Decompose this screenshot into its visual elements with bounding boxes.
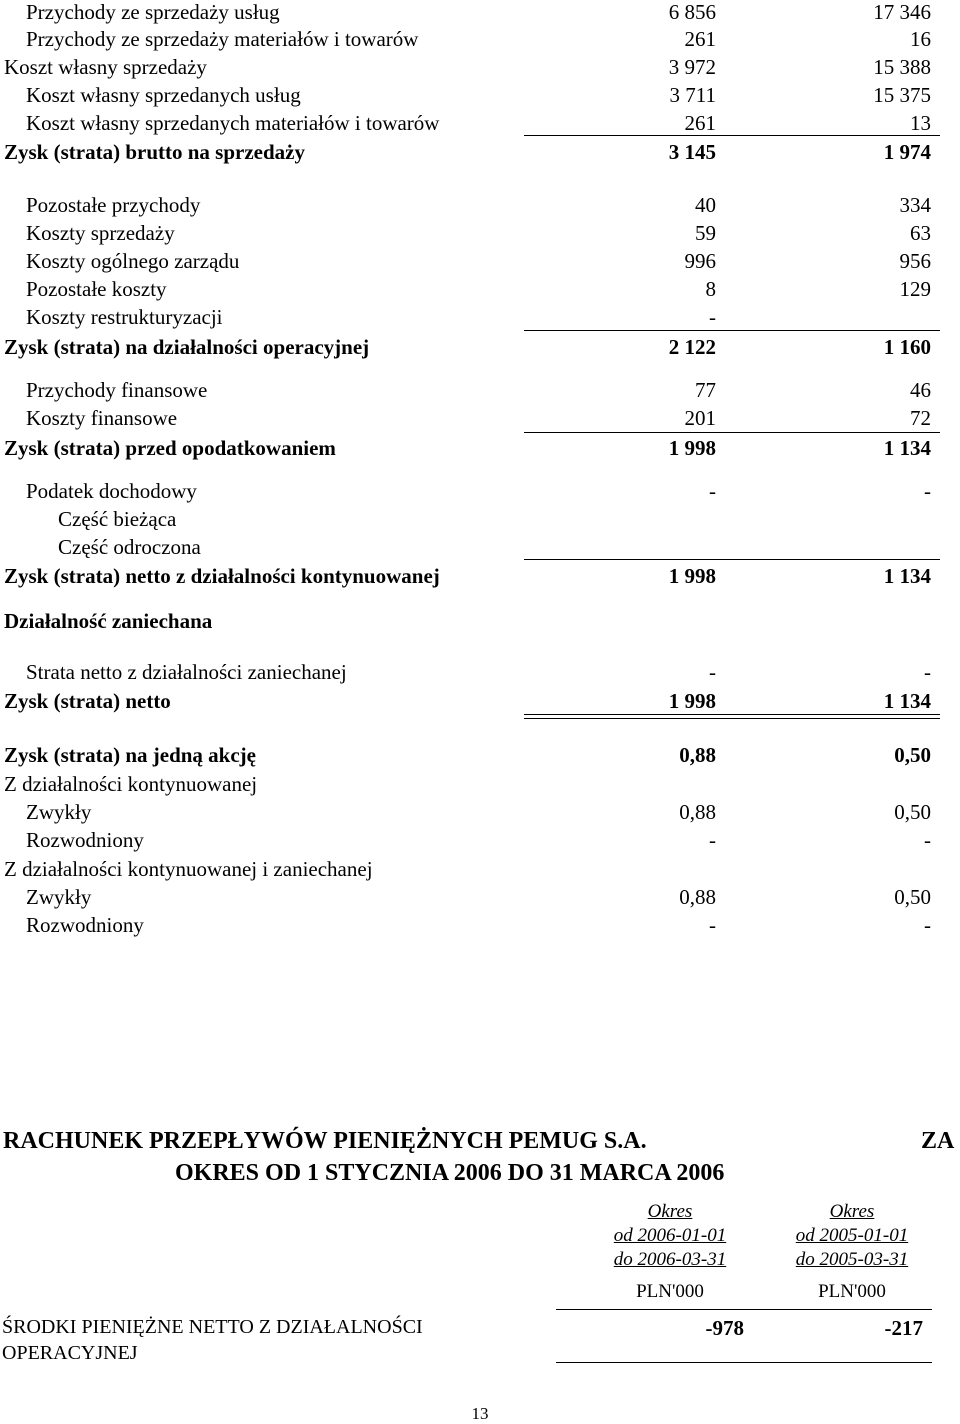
- table-row: [0, 191, 960, 219]
- value-2006: -: [709, 479, 716, 503]
- value-2006: -: [709, 305, 716, 329]
- row-label: Zysk (strata) przed opodatkowaniem: [4, 436, 336, 460]
- period-to: do 2005-03-31: [795, 1249, 909, 1270]
- value-2006: 3 145: [668, 140, 716, 164]
- value-2006: 3 972: [668, 55, 716, 79]
- row-label: Pozostałe koszty: [26, 277, 167, 301]
- table-row: [0, 25, 960, 53]
- row-label: Zysk (strata) na jedną akcję: [4, 743, 256, 767]
- value-2005: 1 134: [883, 564, 931, 588]
- cashflow-bottom-rule: [556, 1362, 932, 1363]
- header-rule: [556, 1309, 932, 1310]
- period-from: od 2006-01-01: [613, 1225, 727, 1246]
- value-2005: 72: [910, 406, 931, 430]
- table-row: [0, 826, 960, 854]
- table-row: [0, 53, 960, 81]
- table-row: [0, 911, 960, 939]
- row-label: Koszty sprzedaży: [26, 221, 175, 245]
- value-2005: -: [924, 479, 931, 503]
- row-label: Koszt własny sprzedaży: [4, 55, 207, 79]
- currency-label: PLN'000: [636, 1281, 704, 1302]
- table-row: [0, 219, 960, 247]
- row-label: Rozwodniony: [26, 828, 144, 852]
- row-label: Strata netto z działalności zaniechanej: [26, 660, 347, 684]
- cashflow-title: RACHUNEK PRZEPŁYWÓW PIENIĘŻNYCH PEMUG S.A.: [3, 1128, 647, 1154]
- table-row: [0, 687, 960, 715]
- value-2006: 996: [684, 249, 716, 273]
- table-row: [0, 477, 960, 505]
- row-label: Podatek dochodowy: [26, 479, 197, 503]
- table-row: [0, 404, 960, 432]
- value-2005: 1 160: [883, 335, 931, 359]
- row-label: Pozostałe przychody: [26, 193, 201, 217]
- table-row: [0, 247, 960, 275]
- value-2006: 59: [695, 221, 716, 245]
- subtotal-rule: [524, 432, 940, 433]
- table-row: [0, 607, 960, 635]
- row-label: Zwykły: [26, 885, 92, 909]
- subtotal-rule: [524, 330, 940, 331]
- value-2006: -: [709, 913, 716, 937]
- table-row: [0, 505, 960, 533]
- value-2006: 1 998: [668, 564, 716, 588]
- value-2006: -: [709, 660, 716, 684]
- value-2005: 13: [910, 111, 931, 135]
- row-label: Przychody finansowe: [26, 378, 208, 402]
- table-row: [0, 562, 960, 590]
- table-row: [0, 376, 960, 404]
- value-2006: 261: [684, 111, 716, 135]
- value-2005: 46: [910, 378, 931, 402]
- table-row: [0, 855, 960, 883]
- table-row: [0, 81, 960, 109]
- table-row: [0, 533, 960, 561]
- value-2006: 77: [695, 378, 716, 402]
- value-2005: 17 346: [873, 0, 931, 24]
- row-label: Część bieżąca: [58, 507, 177, 531]
- value-2006: 2 122: [668, 335, 716, 359]
- page-number: 13: [471, 1404, 489, 1423]
- table-row: [0, 658, 960, 686]
- table-row: [0, 0, 960, 26]
- row-label: Koszty ogólnego zarządu: [26, 249, 240, 273]
- row-label: Z działalności kontynuowanej i zaniechanej: [4, 857, 373, 881]
- row-label: Koszty restrukturyzacji: [26, 305, 223, 329]
- total-double-rule: [524, 714, 940, 719]
- value-2005: 956: [899, 249, 931, 273]
- table-row: [0, 434, 960, 462]
- period-header-2006: [580, 1200, 760, 1304]
- table-row: [0, 109, 960, 137]
- subtotal-rule: [524, 135, 940, 136]
- value-2005: 15 375: [873, 83, 931, 107]
- value-2005: -: [924, 828, 931, 852]
- subtotal-rule: [524, 559, 940, 560]
- table-row: [0, 883, 960, 911]
- row-label: Część odroczona: [58, 535, 201, 559]
- table-row: [0, 798, 960, 826]
- value-2005: 0,50: [894, 885, 931, 909]
- period-header-2005: [762, 1200, 942, 1304]
- value-2006: 201: [684, 406, 716, 430]
- table-row: [0, 138, 960, 166]
- value-2005: 0,50: [894, 743, 931, 767]
- row-label: Koszt własny sprzedanych materiałów i towarów: [26, 111, 440, 135]
- value-2005: -: [924, 913, 931, 937]
- value-2005: -: [924, 660, 931, 684]
- row-label: Zwykły: [26, 800, 92, 824]
- value-2005: 1 974: [883, 140, 931, 164]
- currency-label: PLN'000: [818, 1281, 886, 1302]
- value-2005: 0,50: [894, 800, 931, 824]
- value-2006: 0,88: [679, 885, 716, 909]
- value-2006: 6 856: [668, 0, 716, 24]
- period-from: od 2005-01-01: [795, 1225, 909, 1246]
- value-2005: 63: [910, 221, 931, 245]
- row-label: Przychody ze sprzedaży materiałów i towarów: [26, 27, 419, 51]
- value-2006: 3 711: [669, 83, 716, 107]
- value-2006: 0,88: [679, 743, 716, 767]
- table-row: [0, 333, 960, 361]
- value-2006: 0,88: [679, 800, 716, 824]
- row-label: Zysk (strata) na działalności operacyjnej: [4, 335, 370, 359]
- row-label: Z działalności kontynuowanej: [4, 772, 258, 796]
- period-okres-label: Okres: [829, 1201, 875, 1222]
- value-2005: 1 134: [883, 436, 931, 460]
- row-label: Przychody ze sprzedaży usług: [26, 0, 280, 24]
- value-2005: 16: [910, 27, 931, 51]
- table-row: [0, 741, 960, 769]
- row-label: Zysk (strata) brutto na sprzedaży: [4, 140, 305, 164]
- table-row: [0, 770, 960, 798]
- period-okres-label: Okres: [647, 1201, 693, 1222]
- cashflow-operating-2006: -978: [705, 1316, 744, 1340]
- row-label: Rozwodniony: [26, 913, 144, 937]
- period-to: do 2006-03-31: [613, 1249, 727, 1270]
- value-2005: 129: [899, 277, 931, 301]
- table-row: [0, 275, 960, 303]
- cashflow-operating-2005: -217: [884, 1316, 923, 1340]
- row-label: Działalność zaniechana: [4, 609, 213, 633]
- value-2006: -: [709, 828, 716, 852]
- row-label: Zysk (strata) netto z działalności kontynuowanej: [4, 564, 440, 588]
- cashflow-subtitle: OKRES OD 1 STYCZNIA 2006 DO 31 MARCA 2006: [175, 1160, 725, 1186]
- value-2005: 1 134: [883, 689, 931, 713]
- value-2005: 334: [899, 193, 931, 217]
- cashflow-operating-label: ŚRODKI PIENIĘŻNE NETTO Z DZIAŁALNOŚCI OPERACYJNEJ: [2, 1316, 423, 1364]
- value-2005: 15 388: [873, 55, 931, 79]
- value-2006: 1 998: [668, 689, 716, 713]
- row-label: Koszty finansowe: [26, 406, 178, 430]
- cashflow-title-za: ZA: [921, 1128, 955, 1154]
- value-2006: 40: [695, 193, 716, 217]
- row-label: Zysk (strata) netto: [4, 689, 171, 713]
- row-label: Koszt własny sprzedanych usług: [26, 83, 301, 107]
- value-2006: 8: [705, 277, 716, 301]
- value-2006: 1 998: [668, 436, 716, 460]
- value-2006: 261: [684, 27, 716, 51]
- table-row: [0, 303, 960, 331]
